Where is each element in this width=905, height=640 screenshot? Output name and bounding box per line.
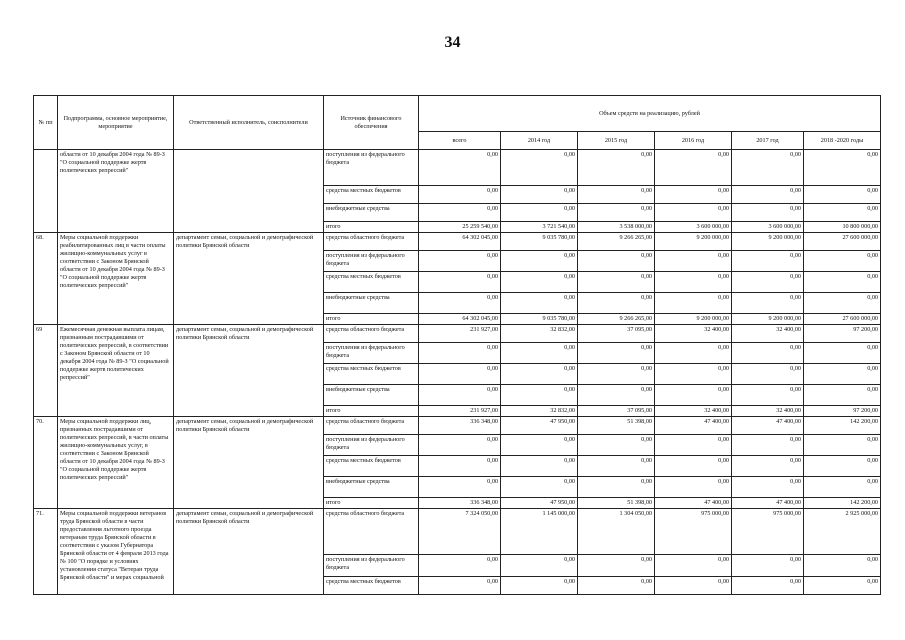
source-cell: внебюджетные средства [324,477,419,498]
amount-cell: 0,00 [804,555,881,577]
amount-cell: 0,00 [732,477,804,498]
source-cell: итого [324,314,419,325]
header-2015: 2015 год [578,132,655,150]
amount-cell: 0,00 [578,364,655,385]
amount-cell: 0,00 [732,251,804,272]
source-cell: средства областного бюджета [324,417,419,435]
amount-cell: 0,00 [419,385,501,406]
source-cell: средства областного бюджета [324,325,419,343]
header-2016: 2016 год [655,132,732,150]
amount-cell: 0,00 [501,456,578,477]
amount-cell: 0,00 [732,293,804,314]
source-cell: средства местных бюджетов [324,577,419,595]
amount-cell: 336 348,00 [419,498,501,509]
amount-cell: 9 266 265,00 [578,233,655,251]
amount-cell: 51 398,00 [578,498,655,509]
amount-cell: 0,00 [655,293,732,314]
budget-table [33,95,881,595]
table-row [34,417,881,435]
amount-cell: 0,00 [804,186,881,204]
amount-cell: 0,00 [804,272,881,293]
amount-cell: 0,00 [578,204,655,222]
table-row [34,150,881,186]
amount-cell: 0,00 [578,251,655,272]
amount-cell: 0,00 [578,577,655,595]
amount-cell: 25 259 540,00 [419,222,501,233]
amount-cell: 0,00 [804,456,881,477]
amount-cell: 0,00 [804,343,881,364]
amount-cell: 47 400,00 [655,417,732,435]
amount-cell: 0,00 [501,272,578,293]
amount-cell: 37 095,00 [578,325,655,343]
header-total: всего [419,132,501,150]
amount-cell: 47 400,00 [732,498,804,509]
amount-cell: 9 200 000,00 [732,233,804,251]
source-cell: средства областного бюджета [324,233,419,251]
amount-cell: 47 950,00 [501,498,578,509]
amount-cell: 0,00 [655,364,732,385]
row-number: 70. [34,417,58,509]
amount-cell: 0,00 [732,364,804,385]
amount-cell: 0,00 [501,293,578,314]
amount-cell: 0,00 [578,272,655,293]
amount-cell: 64 302 045,00 [419,233,501,251]
executor-cell: департамент семьи, социальной и демографической политики Брянской области [174,233,324,325]
source-cell: средства областного бюджета [324,509,419,555]
amount-cell: 0,00 [578,385,655,406]
amount-cell: 0,00 [501,364,578,385]
amount-cell: 0,00 [419,150,501,186]
amount-cell: 0,00 [804,251,881,272]
amount-cell: 0,00 [655,343,732,364]
amount-cell: 9 200 000,00 [655,233,732,251]
source-cell: средства местных бюджетов [324,186,419,204]
program-cell: Меры социальной поддержки лиц, признанных пострадавшими от политических репрессий, в части оплаты жилищно-коммунальных услуг, в соответствии с Законом Брянской области от 10 декабря 2004 года № 89-З "О социальной поддержке жертв политических репрессий" [58,417,174,509]
source-cell: поступления из федерального бюджета [324,435,419,456]
amount-cell: 47 950,00 [501,417,578,435]
amount-cell: 0,00 [804,435,881,456]
source-cell: средства местных бюджетов [324,272,419,293]
source-cell: итого [324,406,419,417]
amount-cell: 0,00 [655,186,732,204]
amount-cell: 0,00 [655,204,732,222]
table-row [34,509,881,555]
amount-cell: 0,00 [732,456,804,477]
header-num: № пп [34,96,58,150]
amount-cell: 47 400,00 [732,417,804,435]
executor-cell: департамент семьи, социальной и демографической политики Брянской области [174,509,324,595]
amount-cell: 0,00 [578,477,655,498]
source-cell: внебюджетные средства [324,385,419,406]
amount-cell: 0,00 [732,186,804,204]
amount-cell: 0,00 [732,150,804,186]
amount-cell: 0,00 [804,477,881,498]
source-cell: поступления из федерального бюджета [324,150,419,186]
amount-cell: 0,00 [419,204,501,222]
amount-cell: 0,00 [419,293,501,314]
amount-cell: 975 000,00 [732,509,804,555]
amount-cell: 0,00 [804,385,881,406]
amount-cell: 0,00 [419,577,501,595]
amount-cell: 32 832,00 [501,406,578,417]
amount-cell: 0,00 [419,364,501,385]
amount-cell: 0,00 [501,343,578,364]
amount-cell: 0,00 [804,577,881,595]
program-cell: Меры социальной поддержки ветеранов труда Брянской области в части предоставления льготного проезда ветеранам труда Брянской области в соответствии с указом Губернатора Брянской области от 4 февраля 2013 года № 100 "О порядке и условиях установления статуса "Ветеран труда Брянской области" и мерах социальной [58,509,174,595]
amount-cell: 0,00 [501,555,578,577]
amount-cell: 7 324 050,00 [419,509,501,555]
amount-cell: 0,00 [732,577,804,595]
amount-cell: 0,00 [578,456,655,477]
amount-cell: 32 400,00 [732,406,804,417]
amount-cell: 0,00 [655,555,732,577]
amount-cell: 97 200,00 [804,325,881,343]
amount-cell: 37 095,00 [578,406,655,417]
amount-cell: 0,00 [419,343,501,364]
amount-cell: 0,00 [578,186,655,204]
table-row [34,233,881,251]
amount-cell: 0,00 [419,477,501,498]
amount-cell: 0,00 [655,577,732,595]
amount-cell: 142 200,00 [804,417,881,435]
source-cell: средства местных бюджетов [324,456,419,477]
amount-cell: 9 266 265,00 [578,314,655,325]
amount-cell: 231 927,00 [419,406,501,417]
executor-cell: департамент семьи, социальной и демографической политики Брянской области [174,325,324,417]
amount-cell: 0,00 [501,150,578,186]
amount-cell: 9 035 780,00 [501,314,578,325]
amount-cell: 64 302 045,00 [419,314,501,325]
amount-cell: 0,00 [501,251,578,272]
amount-cell: 27 600 000,00 [804,233,881,251]
amount-cell: 0,00 [501,477,578,498]
source-cell: итого [324,222,419,233]
program-cell: Ежемесячная денежная выплата лицам, признанным пострадавшими от политических репрессий, в соответствии с Законом Брянской области от 10 декабря 2004 года № 89-З "О социальной поддержке жертв политических репрессий" [58,325,174,417]
amount-cell: 336 348,00 [419,417,501,435]
amount-cell: 9 200 000,00 [655,314,732,325]
amount-cell: 0,00 [732,343,804,364]
executor-cell [174,150,324,233]
amount-cell: 9 200 000,00 [732,314,804,325]
row-number: 68. [34,233,58,325]
amount-cell: 0,00 [501,186,578,204]
row-number [34,150,58,233]
amount-cell: 0,00 [578,435,655,456]
amount-cell: 0,00 [804,293,881,314]
amount-cell: 0,00 [419,251,501,272]
amount-cell: 0,00 [732,385,804,406]
amount-cell: 97 200,00 [804,406,881,417]
amount-cell: 975 000,00 [655,509,732,555]
header-program: Подпрограмма, основное мероприятие, мероприятие [58,96,174,150]
header-volume: Объем средств на реализацию, рублей [419,96,881,132]
amount-cell: 0,00 [655,150,732,186]
header-2017: 2017 год [732,132,804,150]
amount-cell: 0,00 [419,435,501,456]
amount-cell: 0,00 [655,251,732,272]
amount-cell: 0,00 [578,343,655,364]
amount-cell: 0,00 [655,385,732,406]
amount-cell: 32 400,00 [655,325,732,343]
amount-cell: 2 925 000,00 [804,509,881,555]
program-cell: Меры социальной поддержки реабилитированных лиц в части оплаты жилищно-коммунальных услуг в соответствии с Законом Брянской области от 10 декабря 2004 года № 89-З "О социальной поддержке жертв политических репрессий" [58,233,174,325]
amount-cell: 0,00 [655,272,732,293]
source-cell: внебюджетные средства [324,293,419,314]
header-executor: Ответственный исполнитель, соисполнители [174,96,324,150]
amount-cell: 0,00 [419,456,501,477]
source-cell: поступления из федерального бюджета [324,555,419,577]
table-body [34,150,881,595]
amount-cell: 0,00 [501,204,578,222]
amount-cell: 51 398,00 [578,417,655,435]
amount-cell: 0,00 [419,186,501,204]
amount-cell: 0,00 [501,385,578,406]
amount-cell: 0,00 [501,435,578,456]
source-cell: внебюджетные средства [324,204,419,222]
amount-cell: 0,00 [732,555,804,577]
amount-cell: 231 927,00 [419,325,501,343]
amount-cell: 0,00 [655,477,732,498]
row-number: 71. [34,509,58,595]
amount-cell: 3 538 000,00 [578,222,655,233]
amount-cell: 0,00 [732,204,804,222]
amount-cell: 0,00 [578,555,655,577]
source-cell: поступления из федерального бюджета [324,251,419,272]
header-2014: 2014 год [501,132,578,150]
amount-cell: 0,00 [732,272,804,293]
executor-cell: департамент семьи, социальной и демографической политики Брянской области [174,417,324,509]
amount-cell: 0,00 [419,272,501,293]
header-2018-2020: 2018 -2020 годы [804,132,881,150]
program-cell: области от 10 декабря 2004 года № 89-З "О социальной поддержке жертв политических репрессий" [58,150,174,233]
amount-cell: 0,00 [804,204,881,222]
header-source: Источник финансового обеспечения [324,96,419,150]
amount-cell: 0,00 [501,577,578,595]
amount-cell: 1 145 000,00 [501,509,578,555]
source-cell: итого [324,498,419,509]
source-cell: поступления из федерального бюджета [324,343,419,364]
amount-cell: 10 800 000,00 [804,222,881,233]
amount-cell: 27 600 000,00 [804,314,881,325]
amount-cell: 0,00 [578,150,655,186]
amount-cell: 32 400,00 [655,406,732,417]
amount-cell: 0,00 [655,456,732,477]
amount-cell: 9 035 780,00 [501,233,578,251]
amount-cell: 32 832,00 [501,325,578,343]
amount-cell: 0,00 [419,555,501,577]
page-number: 34 [444,34,461,51]
amount-cell: 142 200,00 [804,498,881,509]
row-number: 69 [34,325,58,417]
amount-cell: 0,00 [655,435,732,456]
amount-cell: 3 721 540,00 [501,222,578,233]
amount-cell: 0,00 [578,293,655,314]
source-cell: средства местных бюджетов [324,364,419,385]
amount-cell: 3 600 000,00 [655,222,732,233]
amount-cell: 32 400,00 [732,325,804,343]
amount-cell: 0,00 [804,364,881,385]
amount-cell: 0,00 [732,435,804,456]
amount-cell: 47 400,00 [655,498,732,509]
table-row [34,325,881,343]
amount-cell: 0,00 [804,150,881,186]
amount-cell: 3 600 000,00 [732,222,804,233]
amount-cell: 1 304 050,00 [578,509,655,555]
